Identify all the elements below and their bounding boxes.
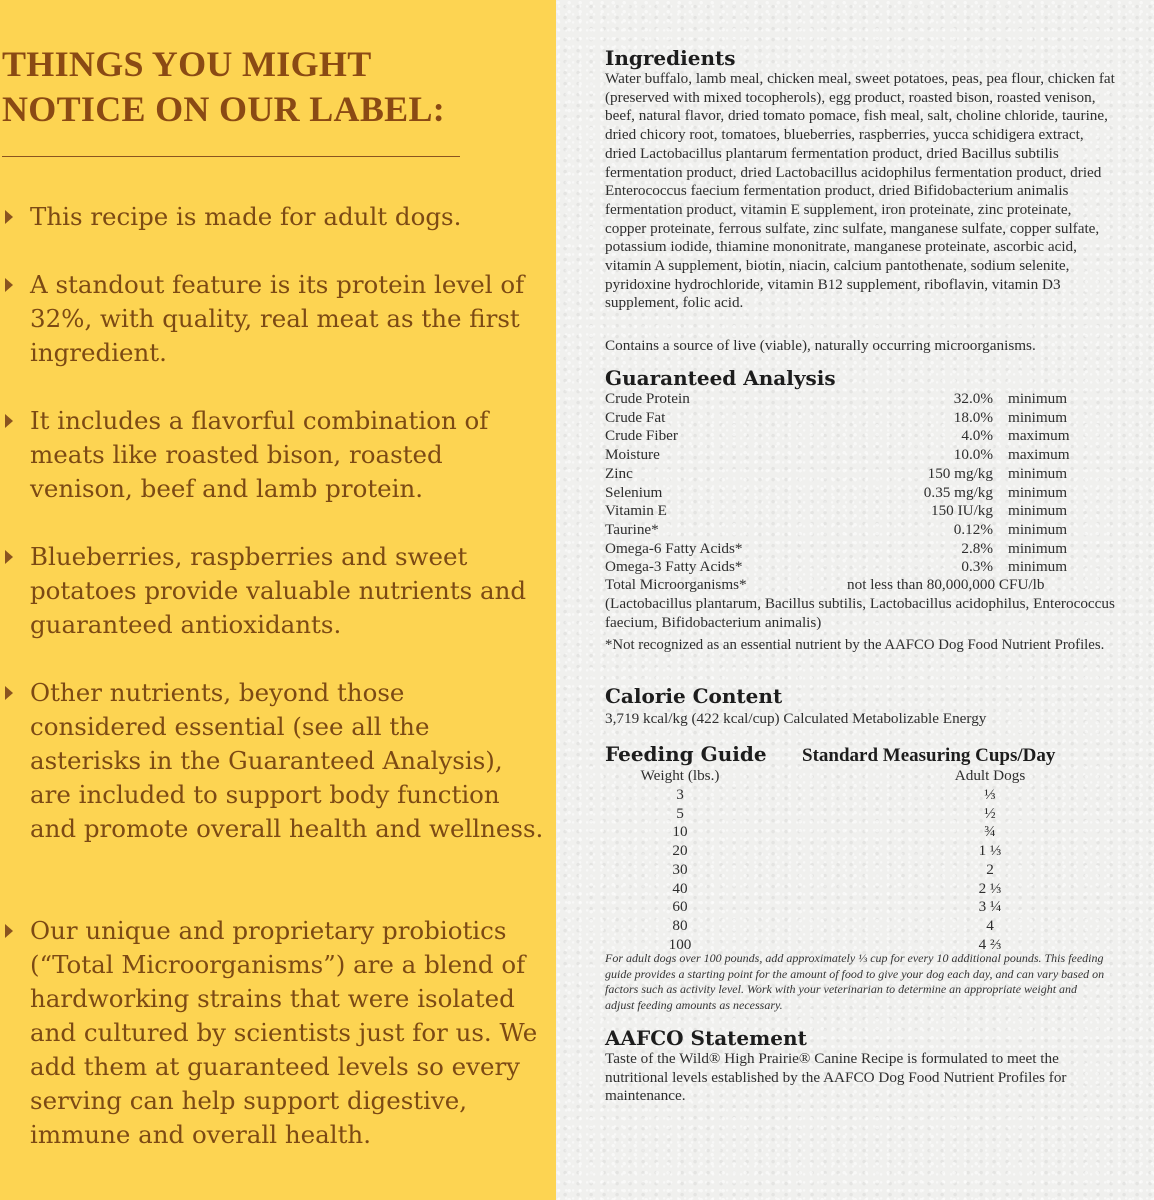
nutrient-name: Crude Fat — [605, 408, 666, 426]
analysis-row — [605, 576, 1125, 595]
nutrient-value: 2.8% — [961, 539, 993, 557]
feeding-row — [605, 805, 1125, 824]
feeding-row — [605, 917, 1125, 936]
analysis-footnote: *Not recognized as an essential nutrient by the AAFCO Dog Food Nutrient Profiles. — [605, 637, 1105, 653]
weight-column-header: Weight (lbs.) — [640, 767, 720, 784]
analysis-row — [605, 446, 1125, 465]
triangle-bullet-icon — [5, 414, 13, 428]
triangle-bullet-icon — [5, 686, 13, 700]
nutrient-qualifier: minimum — [1008, 408, 1068, 426]
dog-weight: 60 — [672, 898, 688, 916]
nutrient-name: Taurine* — [605, 520, 659, 538]
feeding-row — [605, 861, 1125, 880]
nutrient-qualifier: minimum — [1008, 464, 1068, 482]
cups-column-header: Adult Dogs — [954, 767, 1026, 784]
microorganism-note: Contains a source of live (viable), naturally occurring microorganisms. — [605, 337, 1036, 354]
nutrient-name: Vitamin E — [605, 502, 667, 520]
cups-per-day: 2 ⅓ — [978, 879, 1002, 897]
feeding-guide-heading: Feeding Guide — [605, 742, 767, 766]
feeding-row — [605, 898, 1125, 917]
analysis-row — [605, 521, 1125, 540]
feeding-guide-subheading: Standard Measuring Cups/Day — [802, 745, 1056, 766]
highlight-text: A standout feature is its protein level of 32%, with quality, real meat as the first ingredient. — [30, 270, 525, 367]
dog-weight: 20 — [672, 842, 688, 860]
nutrient-name: Moisture — [605, 446, 660, 464]
nutrient-qualifier: minimum — [1008, 390, 1068, 407]
dog-weight: 40 — [672, 879, 688, 897]
cups-per-day: 1 ⅓ — [978, 842, 1002, 860]
cups-per-day: 4 ⅔ — [978, 935, 1002, 953]
nutrient-value: 0.12% — [953, 520, 993, 538]
analysis-row — [605, 540, 1125, 559]
analysis-row — [605, 484, 1125, 503]
nutrient-value: 150 mg/kg — [927, 464, 993, 482]
nutrient-value: 32.0% — [953, 390, 993, 407]
calorie-content-text: 3,719 kcal/kg (422 kcal/cup) Calculated Metabolizable Energy — [605, 710, 987, 727]
nutrition-label-panel — [556, 0, 1154, 1200]
cups-per-day: ¾ — [984, 823, 996, 841]
cups-per-day: 3 ¼ — [978, 898, 1002, 916]
nutrient-name: Omega-3 Fatty Acids* — [605, 558, 743, 576]
nutrient-value: 18.0% — [953, 408, 993, 426]
nutrient-name: Crude Fiber — [605, 427, 678, 445]
nutrient-value: 150 IU/kg — [930, 502, 993, 520]
triangle-bullet-icon — [5, 278, 13, 292]
dog-weight: 5 — [676, 804, 684, 822]
highlight-text: Other nutrients, beyond those considered essential (see all the asterisks in the Guaranteed Analysis), are included to support body function and promote overall health and wellness. — [30, 678, 544, 843]
cups-per-day: 2 — [986, 860, 994, 878]
analysis-row — [605, 409, 1125, 428]
title-divider — [2, 156, 460, 157]
cups-per-day: 4 — [986, 916, 994, 934]
aafco-statement-text: Taste of the Wild® High Prairie® Canine Recipe is formulated to meet the nutritional levels established by the AAFCO Dog Food Nutrient Profiles for maintenance. — [605, 1050, 1067, 1105]
triangle-bullet-icon — [5, 550, 13, 564]
guaranteed-analysis-heading: Guaranteed Analysis — [605, 366, 836, 390]
highlight-text: It includes a flavorful combination of meats like roasted bison, roasted venison, beef and lamb protein. — [30, 406, 489, 503]
cups-per-day: ½ — [984, 804, 996, 822]
microorganism-strains: (Lactobacillus plantarum, Bacillus subtilis, Lactobacillus acidophilus, Enterococcus faecium, Bifidobacterium animalis) — [605, 595, 1115, 631]
nutrient-name: Crude Protein — [605, 390, 690, 407]
nutrient-value: 0.3% — [961, 558, 993, 576]
dog-weight: 100 — [668, 935, 692, 953]
nutrient-qualifier: maximum — [1008, 427, 1070, 445]
calorie-content-heading: Calorie Content — [605, 684, 783, 708]
highlight-text: Blueberries, raspberries and sweet potatoes provide valuable nutrients and guaranteed antioxidants. — [30, 542, 527, 639]
nutrient-value: 0.35 mg/kg — [923, 483, 993, 501]
nutrient-qualifier: minimum — [1008, 483, 1068, 501]
nutrient-qualifier: minimum — [1008, 539, 1068, 557]
analysis-row — [605, 502, 1125, 521]
nutrient-qualifier: maximum — [1008, 446, 1070, 464]
cups-per-day: ⅓ — [984, 786, 996, 803]
dog-weight: 30 — [672, 860, 688, 878]
nutrient-qualifier: minimum — [1008, 558, 1068, 576]
feeding-header-row — [605, 767, 1125, 786]
nutrient-name: Selenium — [605, 483, 663, 501]
feeding-row — [605, 786, 1125, 805]
analysis-row — [605, 390, 1125, 409]
ingredients-heading: Ingredients — [605, 46, 736, 70]
analysis-row — [605, 427, 1125, 446]
nutrient-qualifier: minimum — [1008, 520, 1068, 538]
nutrient-value: 4.0% — [961, 427, 993, 445]
label-highlights-panel — [0, 0, 556, 1200]
dog-weight: 10 — [672, 823, 688, 841]
highlight-text: Our unique and proprietary probiotics (“Total Microorganisms”) are a blend of hardworking strains that were isolated and cultured by scientists just for us. We add them at guaranteed levels so every serving can help support digestive, immune and overall health. — [30, 916, 538, 1149]
triangle-bullet-icon — [5, 924, 13, 938]
nutrient-value: not less than 80,000,000 CFU/lb — [847, 576, 1045, 593]
nutrient-qualifier: minimum — [1008, 502, 1068, 520]
nutrient-name: Total Microorganisms* — [605, 576, 747, 593]
nutrient-value: 10.0% — [953, 446, 993, 464]
dog-weight: 80 — [672, 916, 688, 934]
highlights-title: THINGS YOU MIGHT NOTICE ON OUR LABEL: — [2, 44, 446, 129]
nutrient-name: Omega-6 Fatty Acids* — [605, 539, 743, 557]
feeding-guide-note: For adult dogs over 100 pounds, add approximately ⅓ cup for every 10 additional pounds. This feeding guide provides a starting point for the amount of food to give your dog each day, and can vary based on factors such as activity level. Work with your veterinarian to determine an appropriate weight and adjust feeding amounts as necessary. — [605, 951, 1105, 1013]
feeding-row — [605, 842, 1125, 861]
nutrient-name: Zinc — [605, 464, 633, 482]
triangle-bullet-icon — [5, 210, 13, 224]
highlight-text: This recipe is made for adult dogs. — [30, 202, 462, 231]
dog-weight: 3 — [676, 786, 684, 803]
analysis-row — [605, 465, 1125, 484]
analysis-row — [605, 558, 1125, 577]
ingredients-text: Water buffalo, lamb meal, chicken meal, sweet potatoes, peas, pea flour, chicken fat (preserved with mixed tocopherols), egg product, roasted bison, roasted venison, beef, natural flavor, dried tomato pomace, fish meal, salt, choline chloride, taurine, dried chicory root, tomatoes, blueberries, raspberries, yucca schidigera extract, dried Lactobacillus plantarum fermentation product, dried Bacillus subtilis fermentation product, dried Lactobacillus acidophilus fermentation product, dried Enterococcus faecium fermentation product, dried Bifidobacterium animalis fermentation product, vitamin E supplement, iron proteinate, zinc proteinate, copper proteinate, ferrous sulfate, zinc sulfate, manganese sulfate, copper sulfate, potassium iodide, thiamine mononitrate, manganese proteinate, ascorbic acid, vitamin A supplement, biotin, niacin, calcium pantothenate, sodium selenite, pyridoxine hydrochloride, vitamin B12 supplement, riboflavin, vitamin D3 supplement, folic acid. — [605, 70, 1115, 312]
feeding-row — [605, 880, 1125, 899]
feeding-row — [605, 823, 1125, 842]
aafco-statement-heading: AAFCO Statement — [605, 1026, 807, 1050]
